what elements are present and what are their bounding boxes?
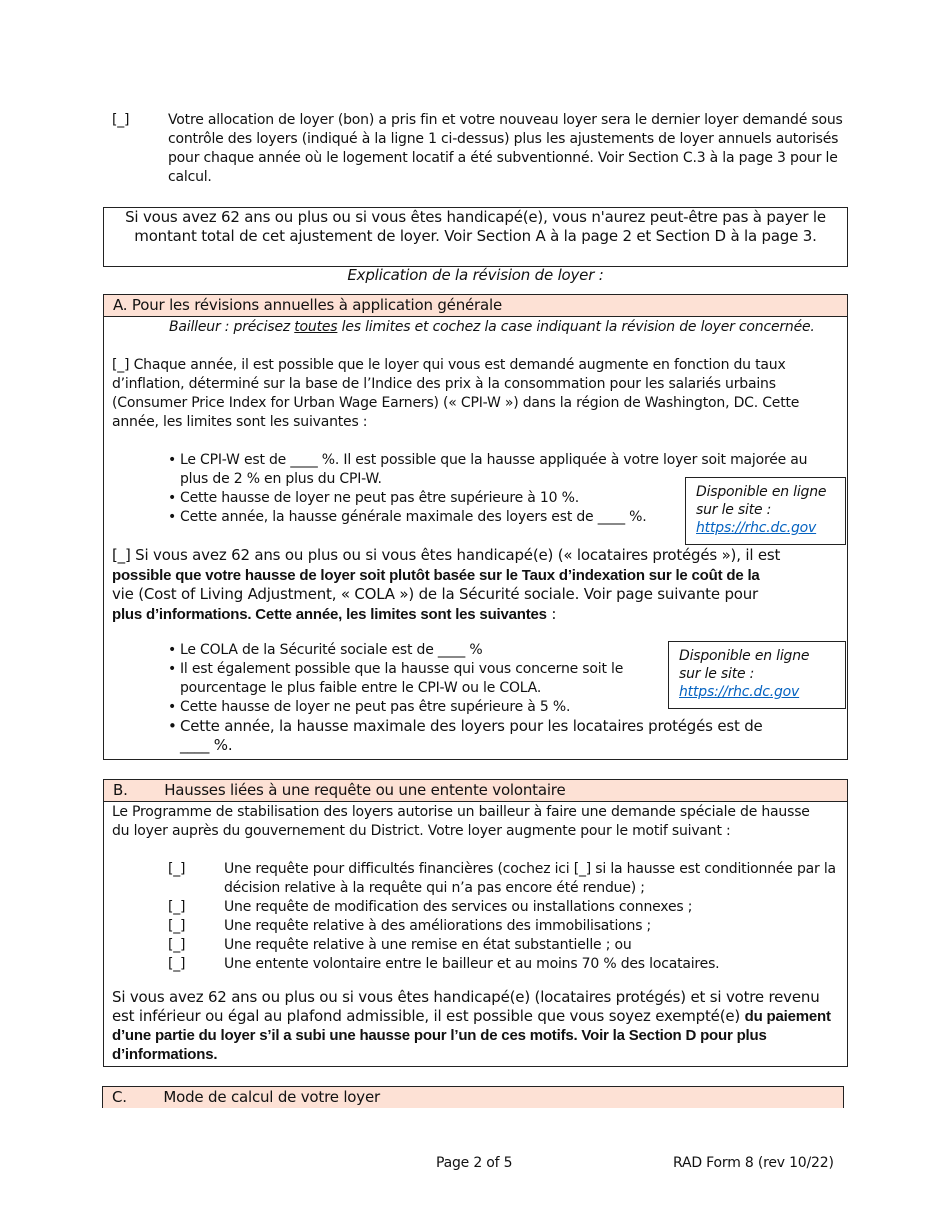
request-item <box>168 936 838 955</box>
explanation-title: Explication de la révision de loyer : <box>347 266 604 284</box>
cola-bullet: • Il est également possible que la hausse qui vous concerne soit le pourcentage le plus faible entre le CPI-W ou le COLA. <box>168 660 638 698</box>
cpi-bullet: • Cette année, la hausse générale maximale des loyers est de ____ %. <box>168 508 838 527</box>
checkbox[interactable]: [_] <box>168 956 186 972</box>
section-a <box>103 294 848 760</box>
cola-line-bold: plus d’informations. Cette année, les limites sont les suivantes <box>112 605 547 623</box>
checkbox[interactable]: [_] <box>168 937 186 953</box>
request-item <box>168 860 838 898</box>
cola-bullet: • Cette hausse de loyer ne peut pas être supérieure à 5 %. <box>168 698 638 717</box>
request-text: Une requête pour difficultés financières (cochez ici [_] si la hausse est conditionnée par la décision relative à la requête qui n’a pas encore été rendue) ; <box>224 861 836 896</box>
checkbox[interactable]: [_] <box>168 861 186 877</box>
section-c <box>102 1086 844 1108</box>
section-b-closing <box>112 988 842 1064</box>
section-b-intro: Le Programme de stabilisation des loyers autorise un bailleur à faire une demande spéciale de hausse du loyer auprès du gouvernement du District. Votre loyer augmente pour le motif suivant : <box>112 804 810 839</box>
online-note-1 <box>685 477 846 545</box>
request-text: Une entente volontaire entre le bailleur et au moins 70 % des locataires. <box>224 956 720 972</box>
landlord-instruction <box>169 319 815 335</box>
cola-line: [_] Si vous avez 62 ans ou plus ou si vous êtes handicapé(e) (« locataires protégés »), il est <box>112 546 781 564</box>
section-b <box>103 779 848 1067</box>
notice-text: Si vous avez 62 ans ou plus ou si vous êtes handicapé(e), vous n'aurez peut-être pas à payer le montant total de cet ajustement de loyer. Voir Section A à la page 2 et Section D à la page 3. <box>125 208 826 245</box>
cola-line-end: : <box>546 604 557 623</box>
instruction-underlined: toutes <box>294 319 338 335</box>
cola-line-bold: possible que votre hausse de loyer soit plutôt basée sur le Taux d’indexation sur le coût de la <box>112 566 760 584</box>
top-checkbox[interactable]: [_] <box>112 112 130 128</box>
request-list <box>168 860 838 974</box>
request-item <box>168 917 838 936</box>
cola-line: vie (Cost of Living Adjustment, « COLA ») de la Sécurité sociale. Voir page suivante pour <box>112 585 759 603</box>
checkbox[interactable]: [_] <box>168 918 186 934</box>
note-line: Disponible en ligne <box>696 484 827 500</box>
closing-bold: du paiement d’une partie du loyer s’il a subi une hausse pour l’un de ces motifs. Voir la Section D pour plus d’informations. <box>112 1008 831 1063</box>
online-note-2 <box>668 641 846 709</box>
rhc-link[interactable]: https://rhc.dc.gov <box>679 684 800 700</box>
form-id: RAD Form 8 (rev 10/22) <box>673 1155 834 1171</box>
instruction-pre: Bailleur : précisez <box>169 319 295 335</box>
rhc-link[interactable]: https://rhc.dc.gov <box>696 520 817 536</box>
closing-text: Si vous avez 62 ans ou plus ou si vous êtes handicapé(e) (locataires protégés) et si votre revenu est inférieur ou égal au plafond admissible, il est possible que vous soyez exempté(e) <box>112 988 820 1025</box>
cola-bullet: • Le COLA de la Sécurité sociale est de ____ % <box>168 641 638 660</box>
cola-bullet: • Cette année, la hausse maximale des loyers pour les locataires protégés est de ____ %. <box>168 717 780 755</box>
request-text: Une requête relative à une remise en état substantielle ; ou <box>224 937 632 953</box>
top-paragraph: Votre allocation de loyer (bon) a pris fin et votre nouveau loyer sera le dernier loyer demandé sous contrôle des loyers (indiqué à la ligne 1 ci-dessus) plus les ajustements de loyer annuels autorisés pour chaque année où le logement locatif a été subventionné. Voir Section C.3 à la page 3 pour le calcul. <box>168 112 843 185</box>
note-line: sur le site : <box>696 502 772 518</box>
section-a-header: A. Pour les révisions annuelles à application générale <box>104 295 847 317</box>
request-item <box>168 955 838 974</box>
request-text: Une requête de modification des services ou installations connexes ; <box>224 899 693 915</box>
note-line: Disponible en ligne <box>679 648 810 664</box>
instruction-post: les limites et cochez la case indiquant la révision de loyer concernée. <box>337 319 815 335</box>
section-b-header: B. Hausses liées à une requête ou une entente volontaire <box>104 780 847 802</box>
cpi-paragraph: [_] Chaque année, il est possible que le loyer qui vous est demandé augmente en fonction du taux d’inflation, déterminé sur la base de l’Indice des prix à la consommation pour les salariés urbains (Consumer Price Index for Urban Wage Earners) (« CPI-W ») dans la région de Washington, DC. Cette année, les limites sont les suivantes : <box>112 357 800 430</box>
cpi-bullet: • Cette hausse de loyer ne peut pas être supérieure à 10 %. <box>168 489 838 508</box>
note-line: sur le site : <box>679 666 755 682</box>
checkbox[interactable]: [_] <box>168 899 186 915</box>
page-number: Page 2 of 5 <box>436 1155 513 1171</box>
request-item <box>168 898 838 917</box>
cola-paragraph <box>112 546 842 624</box>
cpi-bullet: • Le CPI-W est de ____ %. Il est possible que la hausse appliquée à votre loyer soit majorée au plus de 2 % en plus du CPI-W. <box>168 451 838 489</box>
request-text: Une requête relative à des améliorations des immobilisations ; <box>224 918 652 934</box>
section-c-header: C. Mode de calcul de votre loyer <box>112 1088 380 1106</box>
notice-box <box>103 207 848 267</box>
